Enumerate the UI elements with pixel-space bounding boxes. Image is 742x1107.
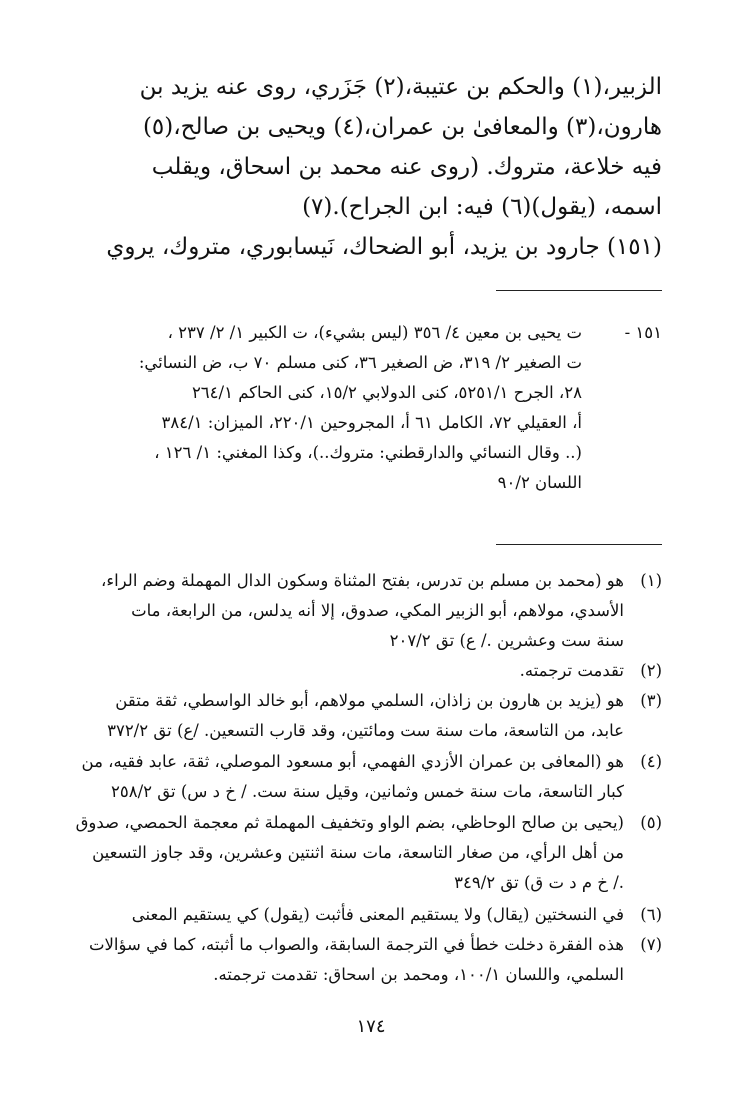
footnote-line: هو (يزيد بن هارون بن زاذان، السلمي مولاهم، أبو خالد الواسطي، ثقة متقن <box>115 691 624 710</box>
footnote-number: (٥) <box>640 813 662 832</box>
footnote-number: (١) <box>640 571 662 590</box>
footnote-number: (٤) <box>640 752 662 771</box>
footnote-number: (٧) <box>640 935 662 954</box>
entry-151-heading: (١٥١) جارود بن يزيد، أبو الضحاك، نَيسابوري، متروك، يروي <box>106 234 662 260</box>
sources-line: ت الصغير ٢/ ٣١٩، ض الصغير ٣٦، كنى مسلم ٧٠ ب، ض النسائي: <box>138 353 582 372</box>
main-text-line: فيه خلاعة، متروك. (روى عنه محمد بن اسحاق، ويقلب <box>151 154 662 180</box>
sources-number: ١٥١ - <box>624 323 662 342</box>
footnote-line: عابد، من التاسعة، مات سنة ست ومائتين، وقد قارب التسعين. /ع) تق ٣٧٢/٢ <box>107 721 624 740</box>
sources-line: ت يحيى بن معين ٤/ ٣٥٦ (ليس بشيء)، ت الكبير ١/ ٢/ ٢٣٧ ، <box>167 323 582 342</box>
sources-line: (.. وقال النسائي والدارقطني: متروك..)، وكذا المغني: ١/ ١٢٦ ، <box>154 443 582 462</box>
footnote-line: (يحيى بن صالح الوحاظي، بضم الواو وتخفيف المهملة ثم معجمة الحمصي، صدوق <box>75 813 624 832</box>
sources-line: ٢٨، الجرح ٥٢٥١/١، كنى الدولابي ١٥/٢، كنى الحاكم ٢٦٤/١ <box>191 383 582 402</box>
footnote-line: هذه الفقرة دخلت خطأ في الترجمة السابقة، والصواب ما أثبته، كما في سؤالات <box>88 935 624 954</box>
footnote-number: (٣) <box>640 691 662 710</box>
footnote-line: سنة ست وعشرين ./ ع) تق ٢٠٧/٢ <box>389 631 624 650</box>
footnote-line: هو (المعافى بن عمران الأزدي الفهمي، أبو مسعود الموصلي، ثقة، عابد فقيه، من <box>81 752 624 771</box>
footnote-line: من أهل الرأي، من صغار التاسعة، مات سنة اثنتين وعشرين، وقد جاوز التسعين <box>92 843 624 862</box>
footnote-number: (٢) <box>640 661 662 680</box>
divider <box>496 290 662 291</box>
footnote-line: الأسدي، مولاهم، أبو الزبير المكي، صدوق، إلا أنه يدلس، من الرابعة، مات <box>131 601 624 620</box>
footnote-line: ./ خ م د ت ق) تق ٣٤٩/٢ <box>454 873 624 892</box>
main-text-line: هارون،(٣) والمعافىٰ بن عمران،(٤) ويحيى بن صالح،(٥) <box>142 114 662 140</box>
footnote-number: (٦) <box>640 905 662 924</box>
footnote-line: كبار التاسعة، مات سنة خمس وثمانين، وقيل سنة ست. / خ د س) تق ٢٥٨/٢ <box>111 782 624 801</box>
sources-line: اللسان ٩٠/٢ <box>497 473 582 492</box>
main-text-line: الزبير،(١) والحكم بن عتيبة،(٢) جَزَري، روى عنه يزيد بن <box>139 74 662 100</box>
page-number: ١٧٤ <box>356 1016 386 1037</box>
footnote-line: تقدمت ترجمته. <box>519 661 624 680</box>
divider <box>496 544 662 545</box>
footnote-line: هو (محمد بن مسلم بن تدرس، بفتح المثناة وسكون الدال المهملة وضم الراء، <box>101 571 624 590</box>
sources-line: أ، العقيلي ٧٢، الكامل ٦١ أ، المجروحين ٢٢٠/١، الميزان: ٣٨٤/١ <box>161 413 582 432</box>
footnote-line: السلمي، واللسان ١٠٠/١، ومحمد بن اسحاق: تقدمت ترجمته. <box>213 965 624 984</box>
footnote-line: في النسختين (يقال) ولا يستقيم المعنى فأثبت (يقول) كي يستقيم المعنى <box>131 905 624 924</box>
main-text-line: اسمه، (يقول)(٦) فيه: ابن الجراح).(٧) <box>302 194 662 220</box>
